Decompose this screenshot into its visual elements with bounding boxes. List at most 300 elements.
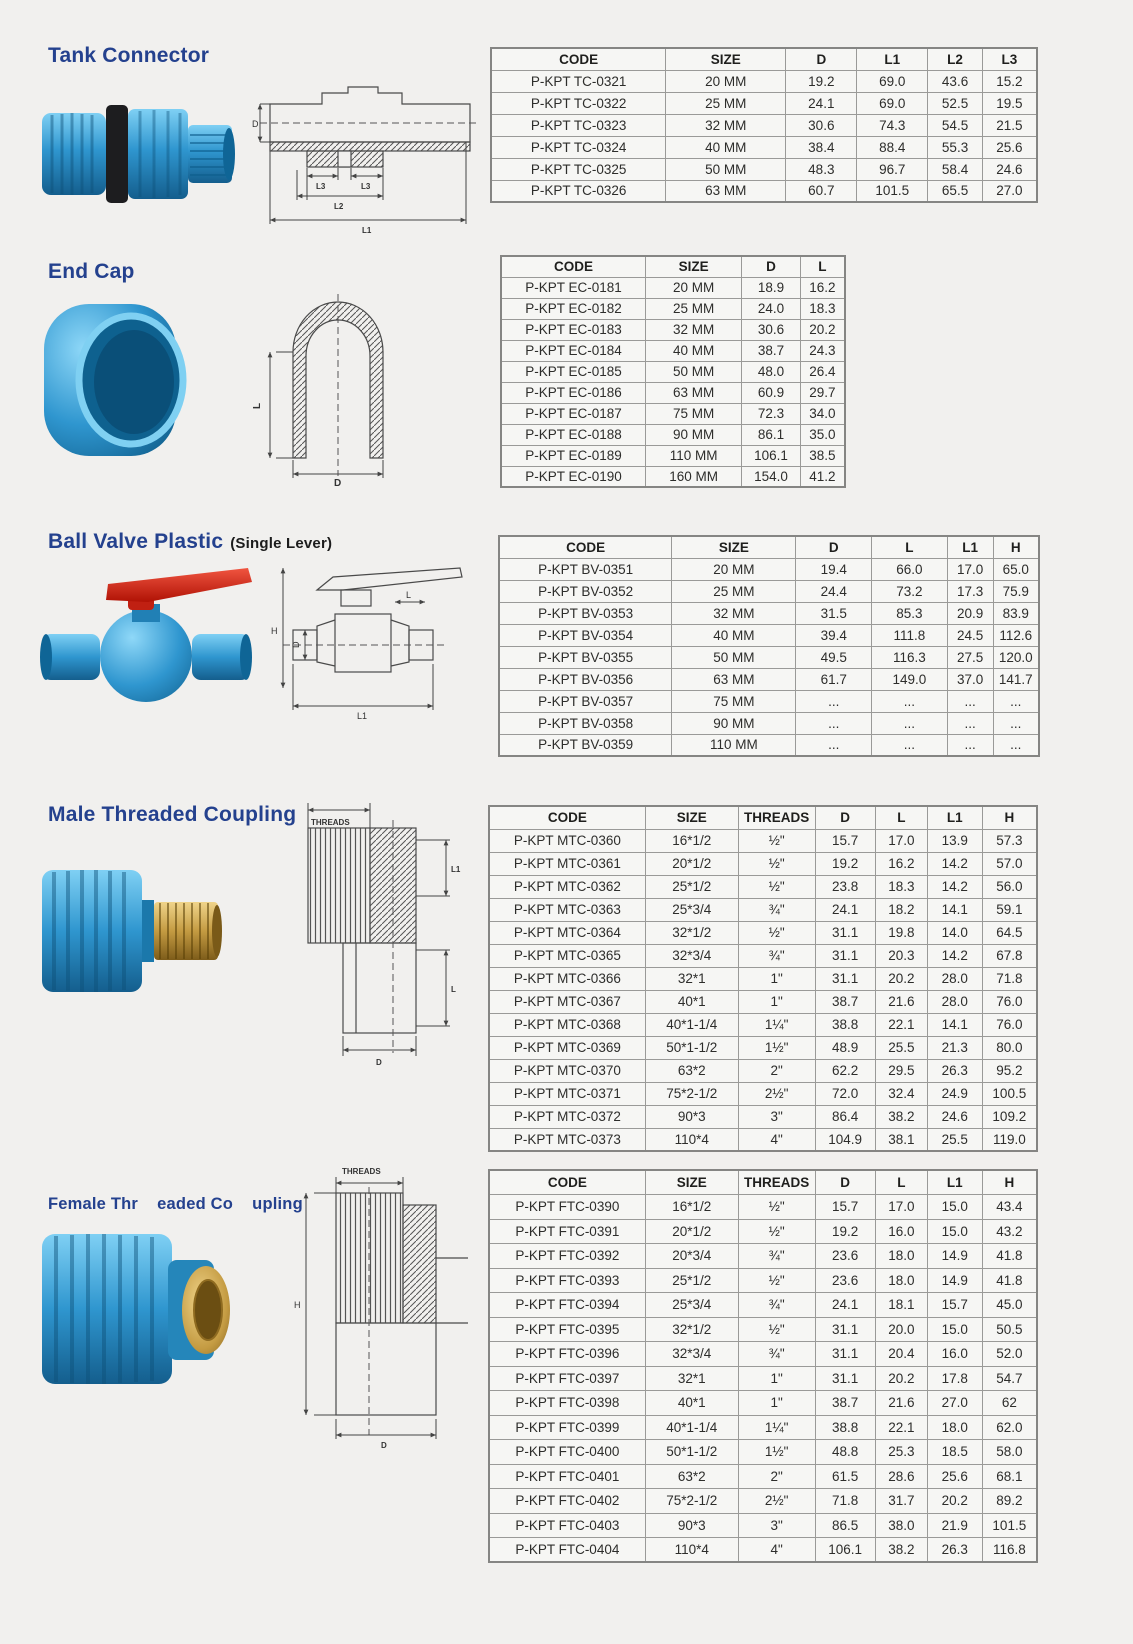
table-cell: 15.0 [927, 1195, 982, 1220]
table-cell: P-KPT FTC-0403 [489, 1513, 645, 1538]
table-cell: 85.3 [872, 602, 948, 624]
table-cell: 38.5 [800, 445, 845, 466]
table-cell: P-KPT MTC-0370 [489, 1059, 645, 1082]
section-title-ball-valve [48, 530, 332, 554]
table-cell: ¾" [738, 1244, 815, 1269]
table-cell: 56.0 [982, 875, 1037, 898]
table-row [489, 1036, 1037, 1059]
table-cell: 4" [738, 1538, 815, 1563]
table-cell: 18.1 [875, 1293, 927, 1318]
pivot-nut [341, 590, 371, 606]
table-cell: 38.7 [815, 1391, 875, 1416]
table-cell: 110 MM [672, 734, 796, 756]
table-row [489, 1219, 1037, 1244]
table-cell: 59.1 [982, 898, 1037, 921]
table-cell: 104.9 [815, 1128, 875, 1151]
table-cell: 2½" [738, 1082, 815, 1105]
table-row [489, 1366, 1037, 1391]
table-cell: 17.8 [927, 1366, 982, 1391]
table-cell: 15.2 [982, 70, 1037, 92]
table-cell: ½" [738, 1195, 815, 1220]
table-cell: P-KPT EC-0184 [501, 340, 645, 361]
table-cell: 15.0 [927, 1317, 982, 1342]
socket-section [343, 943, 416, 1033]
table-cell: 14.9 [927, 1244, 982, 1269]
table-cell: 32*1 [645, 967, 738, 990]
table-cell: 2" [738, 1464, 815, 1489]
table-cell: 14.2 [927, 875, 982, 898]
table-cell: 18.0 [875, 1244, 927, 1269]
table-cell: 50 MM [672, 646, 796, 668]
table-cell: 76.0 [982, 990, 1037, 1013]
table-cell: 119.0 [982, 1128, 1037, 1151]
section-title-male-threaded-coupling [48, 803, 303, 827]
table-cell: 141.7 [993, 668, 1039, 690]
table-cell: 17.3 [947, 580, 993, 602]
table-cell: 45.0 [982, 1293, 1037, 1318]
table-cell: ½" [738, 1268, 815, 1293]
dimension-label-l: L [451, 985, 456, 994]
table-cell: 31.1 [815, 967, 875, 990]
section-title-text: Female Thr eaded Co upling [48, 1195, 303, 1213]
table-cell: P-KPT EC-0189 [501, 445, 645, 466]
table-cell: ½" [738, 1219, 815, 1244]
dimension-label-d: D [252, 119, 259, 129]
table-cell: 110*4 [645, 1538, 738, 1563]
table-cell: P-KPT MTC-0367 [489, 990, 645, 1013]
table-cell: 18.5 [927, 1440, 982, 1465]
table-cell: 75 MM [672, 690, 796, 712]
table-cell: 88.4 [857, 136, 928, 158]
table-cell: 20.3 [875, 944, 927, 967]
table-cell: 1" [738, 967, 815, 990]
table-cell: P-KPT MTC-0362 [489, 875, 645, 898]
table-cell: 25.5 [875, 1036, 927, 1059]
table-cell: P-KPT EC-0190 [501, 466, 645, 487]
table-row [489, 1082, 1037, 1105]
table-cell: 14.9 [927, 1268, 982, 1293]
table-cell: P-KPT TC-0324 [491, 136, 666, 158]
section-title-text: End Cap [48, 260, 135, 283]
table-cell: P-KPT BV-0356 [499, 668, 672, 690]
table-cell: 32*1 [645, 1366, 738, 1391]
table-cell: 24.9 [927, 1082, 982, 1105]
table-cell: 109.2 [982, 1105, 1037, 1128]
column-header: L [875, 806, 927, 829]
table-cell: P-KPT MTC-0360 [489, 829, 645, 852]
table-row [491, 136, 1037, 158]
table-cell: 48.8 [815, 1440, 875, 1465]
table-cell: 90 MM [672, 712, 796, 734]
table-cell: 28.6 [875, 1464, 927, 1489]
table-cell: 21.3 [927, 1036, 982, 1059]
table-cell: 50 MM [666, 158, 786, 180]
right-flange [391, 620, 409, 666]
table-cell: P-KPT FTC-0404 [489, 1538, 645, 1563]
table-cell: 41.2 [800, 466, 845, 487]
section-subtitle: (Single Lever) [230, 535, 333, 552]
table-cell: 41.8 [982, 1268, 1037, 1293]
table-cell: P-KPT FTC-0400 [489, 1440, 645, 1465]
table-cell: 50*1-1/2 [645, 1440, 738, 1465]
table-cell: 18.3 [800, 298, 845, 319]
table-cell: P-KPT FTC-0394 [489, 1293, 645, 1318]
table-cell: 20*3/4 [645, 1244, 738, 1269]
column-header: CODE [489, 806, 645, 829]
table-row [501, 403, 845, 424]
table-cell: 76.0 [982, 1013, 1037, 1036]
table-cell: ... [947, 690, 993, 712]
section-title-female-threaded-coupling [48, 1195, 310, 1214]
table-cell: 19.5 [982, 92, 1037, 114]
bore-slot [338, 151, 351, 167]
table-cell: 64.5 [982, 921, 1037, 944]
table-cell: 48.0 [742, 361, 800, 382]
table-cell: 32.4 [875, 1082, 927, 1105]
dimension-label-l: L [252, 402, 263, 409]
table-row [499, 558, 1039, 580]
column-header: H [982, 1170, 1037, 1195]
table-cell: P-KPT EC-0188 [501, 424, 645, 445]
column-header: THREADS [738, 1170, 815, 1195]
table-cell: 86.5 [815, 1513, 875, 1538]
table-cell: 19.2 [786, 70, 857, 92]
brass-female-insert [182, 1266, 230, 1354]
coupling-ribbed-body [42, 870, 142, 992]
column-header: CODE [491, 48, 666, 70]
table-cell: 63*2 [645, 1464, 738, 1489]
table-row [491, 180, 1037, 202]
table-cell: ... [796, 690, 872, 712]
table-cell: P-KPT TC-0326 [491, 180, 666, 202]
table-cell: 38.1 [875, 1128, 927, 1151]
table-cell: 38.7 [815, 990, 875, 1013]
ball-valve-product-photo [36, 556, 256, 724]
table-cell: 37.0 [947, 668, 993, 690]
table-cell: 20 MM [666, 70, 786, 92]
pipe-body-outline [270, 87, 470, 142]
table-cell: 18.0 [927, 1415, 982, 1440]
table-row [489, 1317, 1037, 1342]
table-cell: 18.0 [875, 1268, 927, 1293]
table-row [491, 114, 1037, 136]
table-cell: P-KPT BV-0358 [499, 712, 672, 734]
table-cell: 80.0 [982, 1036, 1037, 1059]
valve-body-outline [335, 614, 391, 672]
table-cell: 19.2 [815, 1219, 875, 1244]
table-cell: 52.5 [928, 92, 983, 114]
column-header: SIZE [645, 806, 738, 829]
table-cell: 38.2 [875, 1538, 927, 1563]
table-cell: P-KPT MTC-0368 [489, 1013, 645, 1036]
table-cell: 63 MM [645, 382, 741, 403]
table-cell: 60.9 [742, 382, 800, 403]
table-cell: P-KPT EC-0182 [501, 298, 645, 319]
table-cell: ... [796, 712, 872, 734]
table-cell: 22.1 [875, 1013, 927, 1036]
table-cell: 62.0 [982, 1415, 1037, 1440]
hatched-section [403, 1205, 436, 1323]
table-cell: 24.5 [947, 624, 993, 646]
table-cell: 40*1 [645, 990, 738, 1013]
table-cell: 31.1 [815, 944, 875, 967]
table-cell: P-KPT MTC-0371 [489, 1082, 645, 1105]
table-row [499, 624, 1039, 646]
table-cell: 23.6 [815, 1268, 875, 1293]
table-cell: 50.5 [982, 1317, 1037, 1342]
table-cell: 1¼" [738, 1415, 815, 1440]
table-cell: 27.0 [927, 1391, 982, 1416]
table-header-row [501, 256, 845, 277]
table-cell: P-KPT FTC-0397 [489, 1366, 645, 1391]
table-cell: 26.4 [800, 361, 845, 382]
table-row [489, 1244, 1037, 1269]
table-cell: 32 MM [672, 602, 796, 624]
table-cell: 27.0 [982, 180, 1037, 202]
table-cell: P-KPT TC-0322 [491, 92, 666, 114]
table-row [501, 466, 845, 487]
female-threaded-coupling-technical-drawing [278, 1163, 473, 1450]
table-cell: 90*3 [645, 1105, 738, 1128]
table-cell: 40 MM [645, 340, 741, 361]
table-cell: ¾" [738, 1342, 815, 1367]
table-cell: 63*2 [645, 1059, 738, 1082]
table-cell: 101.5 [982, 1513, 1037, 1538]
dimension-label-l1: L1 [362, 226, 372, 235]
male-threaded-coupling-product-photo [38, 852, 228, 1012]
table-row [489, 1342, 1037, 1367]
table-cell: 71.8 [982, 967, 1037, 990]
table-cell: 61.5 [815, 1464, 875, 1489]
table-cell: P-KPT MTC-0372 [489, 1105, 645, 1128]
table-cell: 24.3 [800, 340, 845, 361]
table-cell: 25*3/4 [645, 898, 738, 921]
table-cell: P-KPT BV-0353 [499, 602, 672, 624]
table-cell: P-KPT TC-0323 [491, 114, 666, 136]
table-cell: 39.4 [796, 624, 872, 646]
column-header: D [742, 256, 800, 277]
table-row [501, 424, 845, 445]
column-header: D [815, 806, 875, 829]
fitting-mid-body [128, 109, 188, 199]
table-row [489, 1128, 1037, 1151]
table-row [489, 1464, 1037, 1489]
table-cell: 68.1 [982, 1464, 1037, 1489]
table-cell: 116.3 [872, 646, 948, 668]
table-cell: 40 MM [666, 136, 786, 158]
table-cell: P-KPT FTC-0393 [489, 1268, 645, 1293]
table-row [491, 158, 1037, 180]
table-row [499, 602, 1039, 624]
table-cell: 1" [738, 1366, 815, 1391]
table-cell: 26.3 [927, 1059, 982, 1082]
table-cell: 65.0 [993, 558, 1039, 580]
table-cell: 34.0 [800, 403, 845, 424]
table-row [501, 361, 845, 382]
table-cell: 32*3/4 [645, 944, 738, 967]
table-cell: 61.7 [796, 668, 872, 690]
dimension-label-d: D [291, 641, 301, 648]
column-header: SIZE [645, 1170, 738, 1195]
table-cell: 24.0 [742, 298, 800, 319]
table-row [489, 852, 1037, 875]
table-row [499, 668, 1039, 690]
table-cell: 14.2 [927, 944, 982, 967]
table-cell: 26.3 [927, 1538, 982, 1563]
ball-valve-technical-drawing [255, 558, 475, 726]
table-cell: 18.3 [875, 875, 927, 898]
table-cell: 20.9 [947, 602, 993, 624]
table-cell: 16*1/2 [645, 1195, 738, 1220]
table-cell: P-KPT EC-0187 [501, 403, 645, 424]
table-cell: 30.6 [786, 114, 857, 136]
table-cell: 16.2 [875, 852, 927, 875]
table-cell: 40*1-1/4 [645, 1415, 738, 1440]
table-cell: 21.6 [875, 1391, 927, 1416]
table-cell: 43.2 [982, 1219, 1037, 1244]
right-pipe-opening [240, 634, 252, 680]
table-cell: ½" [738, 875, 815, 898]
table-cell: 18.9 [742, 277, 800, 298]
flange-plate-hatched [270, 142, 470, 151]
table-cell: 73.2 [872, 580, 948, 602]
female-threaded-coupling-table [488, 1169, 1038, 1563]
table-cell: 24.1 [815, 1293, 875, 1318]
table-cell: 89.2 [982, 1489, 1037, 1514]
table-cell: 100.5 [982, 1082, 1037, 1105]
table-row [489, 898, 1037, 921]
brass-male-thread [154, 902, 222, 960]
table-cell: 38.4 [786, 136, 857, 158]
table-cell: 96.7 [857, 158, 928, 180]
column-header: L1 [927, 806, 982, 829]
tank-connector-table [490, 47, 1038, 203]
dimension-label-l3: L3 [316, 182, 326, 191]
table-cell: 49.5 [796, 646, 872, 668]
dimension-label-h: H [294, 1300, 301, 1310]
table-cell: 74.3 [857, 114, 928, 136]
table-cell: 57.0 [982, 852, 1037, 875]
left-flange [317, 620, 335, 666]
tank-connector-product-photo [38, 85, 238, 220]
table-cell: 38.8 [815, 1415, 875, 1440]
table-cell: 20 MM [645, 277, 741, 298]
table-cell: 67.8 [982, 944, 1037, 967]
column-header: H [993, 536, 1039, 558]
column-header: CODE [499, 536, 672, 558]
table-cell: 15.0 [927, 1219, 982, 1244]
table-cell: P-KPT MTC-0369 [489, 1036, 645, 1059]
table-cell: ¾" [738, 1293, 815, 1318]
table-header-row [489, 806, 1037, 829]
table-row [501, 382, 845, 403]
table-cell: 75.9 [993, 580, 1039, 602]
table-cell: 116.8 [982, 1538, 1037, 1563]
end-cap-table [500, 255, 846, 488]
dimension-label-l2: L2 [334, 202, 344, 211]
column-header: CODE [501, 256, 645, 277]
table-cell: 20 MM [672, 558, 796, 580]
table-cell: 29.5 [875, 1059, 927, 1082]
table-cell: 14.0 [927, 921, 982, 944]
rubber-gasket [106, 105, 128, 203]
left-pipe-opening [40, 634, 52, 680]
table-cell: 17.0 [875, 1195, 927, 1220]
table-cell: 69.0 [857, 70, 928, 92]
table-cell: 31.5 [796, 602, 872, 624]
table-cell: 4" [738, 1128, 815, 1151]
table-cell: 65.5 [928, 180, 983, 202]
threads-label: THREADS [311, 818, 350, 827]
cap-cross-section [293, 302, 383, 458]
table-row [489, 944, 1037, 967]
table-cell: 66.0 [872, 558, 948, 580]
table-cell: 20.2 [927, 1489, 982, 1514]
table-cell: 16*1/2 [645, 829, 738, 852]
table-cell: P-KPT FTC-0391 [489, 1219, 645, 1244]
table-row [489, 1059, 1037, 1082]
table-cell: 20*1/2 [645, 1219, 738, 1244]
table-cell: 54.7 [982, 1366, 1037, 1391]
table-row [499, 580, 1039, 602]
table-cell: 20*1/2 [645, 852, 738, 875]
table-cell: 38.2 [875, 1105, 927, 1128]
table-cell: 43.6 [928, 70, 983, 92]
table-cell: 31.7 [875, 1489, 927, 1514]
table-cell: 110*4 [645, 1128, 738, 1151]
column-header: D [815, 1170, 875, 1195]
table-cell: 75 MM [645, 403, 741, 424]
table-header-row [491, 48, 1037, 70]
table-cell: 1½" [738, 1036, 815, 1059]
table-cell: 62 [982, 1391, 1037, 1416]
table-cell: 72.0 [815, 1082, 875, 1105]
column-header: L1 [857, 48, 928, 70]
table-cell: 60.7 [786, 180, 857, 202]
table-cell: 2½" [738, 1489, 815, 1514]
table-cell: 106.1 [742, 445, 800, 466]
table-header-row [489, 1170, 1037, 1195]
table-cell: 31.1 [815, 1366, 875, 1391]
table-cell: P-KPT MTC-0365 [489, 944, 645, 967]
table-cell: 15.7 [815, 1195, 875, 1220]
table-cell: ½" [738, 829, 815, 852]
table-cell: 38.0 [875, 1513, 927, 1538]
table-cell: 32 MM [645, 319, 741, 340]
table-cell: 16.2 [800, 277, 845, 298]
table-cell: 20.4 [875, 1342, 927, 1367]
table-row [489, 1013, 1037, 1036]
male-threaded-coupling-technical-drawing [298, 798, 473, 1068]
dimension-label-l1: L1 [451, 865, 461, 874]
socket-section [336, 1323, 436, 1415]
table-cell: 21.9 [927, 1513, 982, 1538]
dimension-label-l1: L1 [357, 711, 368, 721]
table-cell: 43.4 [982, 1195, 1037, 1220]
table-row [489, 990, 1037, 1013]
table-cell: 32*3/4 [645, 1342, 738, 1367]
table-cell: 3" [738, 1513, 815, 1538]
lever-outline [317, 568, 462, 590]
table-cell: ... [796, 734, 872, 756]
cap-inner-shadow [94, 330, 174, 434]
table-cell: 38.7 [742, 340, 800, 361]
table-cell: P-KPT BV-0357 [499, 690, 672, 712]
table-cell: 15.7 [927, 1293, 982, 1318]
table-cell: 17.0 [947, 558, 993, 580]
table-cell: 58.0 [982, 1440, 1037, 1465]
table-cell: 83.9 [993, 602, 1039, 624]
